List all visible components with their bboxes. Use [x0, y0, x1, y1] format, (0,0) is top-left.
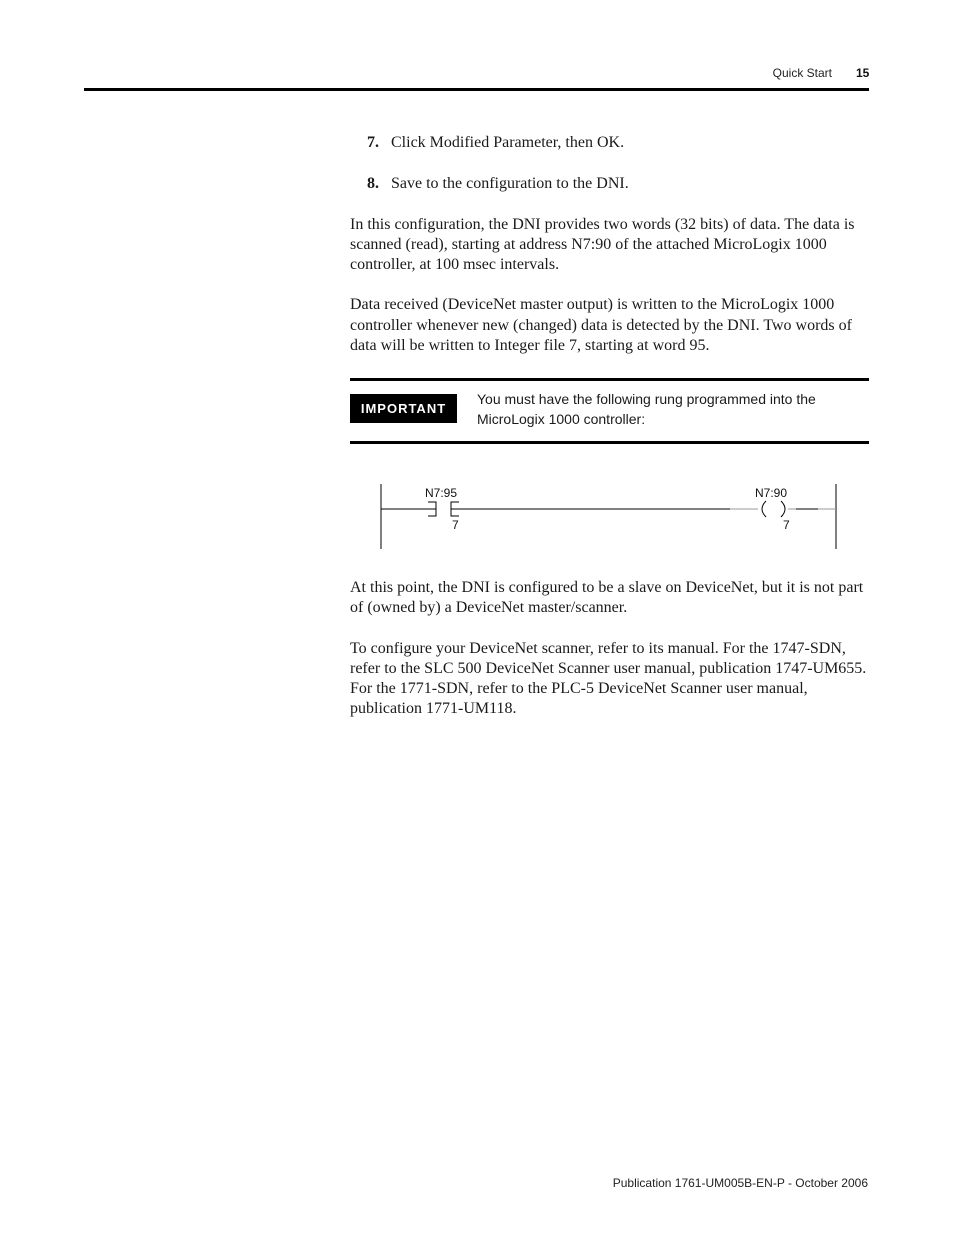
main-content	[350, 133, 875, 356]
coil-right-arc	[781, 501, 785, 517]
page-number: 15	[856, 66, 870, 80]
main-content-continued	[350, 578, 875, 720]
coil-left-arc	[762, 501, 766, 517]
paragraph-slave-status: At this point, the DNI is configured to be a slave on DeviceNet, but it is not part of (owned by) a DeviceNet master/scanner.	[350, 579, 864, 617]
paragraph-data-received: Data received (DeviceNet master output) is written to the MicroLogix 1000 controller whenever new (changed) data is detected by the DNI. Two words of data will be written to Integer file 7, starting at word 95.	[350, 296, 852, 355]
coil-bit: 7	[783, 518, 790, 532]
important-badge: IMPORTANT	[350, 394, 457, 423]
step-8	[350, 174, 875, 194]
ladder-rung-diagram	[370, 478, 850, 554]
step-number: 8.	[367, 175, 379, 193]
footer-publication: Publication 1761-UM005B-EN-P - October 2006	[612, 1176, 868, 1190]
important-text: You must have the following rung programmed into the MicroLogix 1000 controller:	[477, 391, 816, 427]
header-rule	[84, 88, 869, 91]
coil-address: N7:90	[755, 486, 788, 500]
contact-bit: 7	[452, 518, 459, 532]
paragraph-configure-scanner: To configure your DeviceNet scanner, refer to its manual. For the 1747-SDN, refer to the SLC 500 DeviceNet Scanner user manual, publication 1747-UM655. For the 1771-SDN, refer to the PLC-5 DeviceNet Scanner user manual, publication 1771-UM118.	[350, 639, 867, 718]
step-text: Click Modified Parameter, then OK.	[391, 134, 625, 151]
step-text: Save to the configuration to the DNI.	[391, 175, 629, 193]
contact-address: N7:95	[425, 486, 458, 500]
step-7	[350, 133, 875, 153]
important-note	[350, 378, 869, 444]
header-section-title: Quick Start	[772, 66, 832, 80]
paragraph-configuration: In this configuration, the DNI provides two words (32 bits) of data. The data is scanned (read), starting at address N7:90 of the attached MicroLogix 1000 controller, at 100 msec intervals.	[350, 215, 855, 274]
step-number: 7.	[367, 134, 379, 151]
